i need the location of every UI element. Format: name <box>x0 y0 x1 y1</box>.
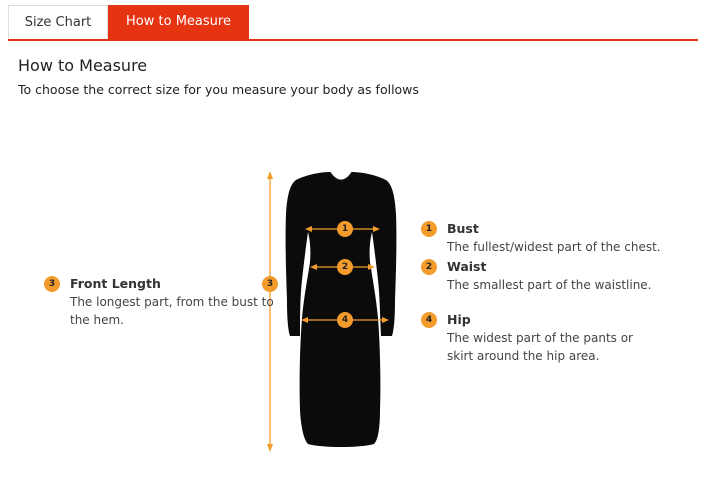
front-length-description-line2: the hem. <box>70 313 124 327</box>
page-title: How to Measure <box>18 56 148 75</box>
hip-description-line1: The widest part of the pants or <box>447 331 633 345</box>
tab-how-to-measure[interactable]: How to Measure <box>108 5 249 39</box>
hip-marker-badge: 4 <box>337 312 353 328</box>
waist-marker-badge: 2 <box>337 259 353 275</box>
length-marker-badge: 3 <box>262 276 278 292</box>
waist-title: Waist <box>447 259 487 274</box>
hip-description-line2: skirt around the hip area. <box>447 349 600 363</box>
bust-marker-badge: 1 <box>337 221 353 237</box>
tab-size-chart[interactable]: Size Chart <box>8 5 108 39</box>
bust-title: Bust <box>447 221 479 236</box>
waist-legend-badge: 2 <box>421 259 437 275</box>
page-subtitle: To choose the correct size for you measure your body as follows <box>18 82 419 97</box>
length-arrow <box>267 171 273 452</box>
front-length-description-line1: The longest part, from the bust to <box>70 295 274 309</box>
hip-title: Hip <box>447 312 471 327</box>
front-length-legend-badge: 3 <box>44 276 60 292</box>
waist-description: The smallest part of the waistline. <box>447 278 652 292</box>
dress-silhouette <box>286 172 397 447</box>
hip-legend-badge: 4 <box>421 312 437 328</box>
bust-description: The fullest/widest part of the chest. <box>447 240 661 254</box>
front-length-title: Front Length <box>70 276 161 291</box>
bust-legend-badge: 1 <box>421 221 437 237</box>
